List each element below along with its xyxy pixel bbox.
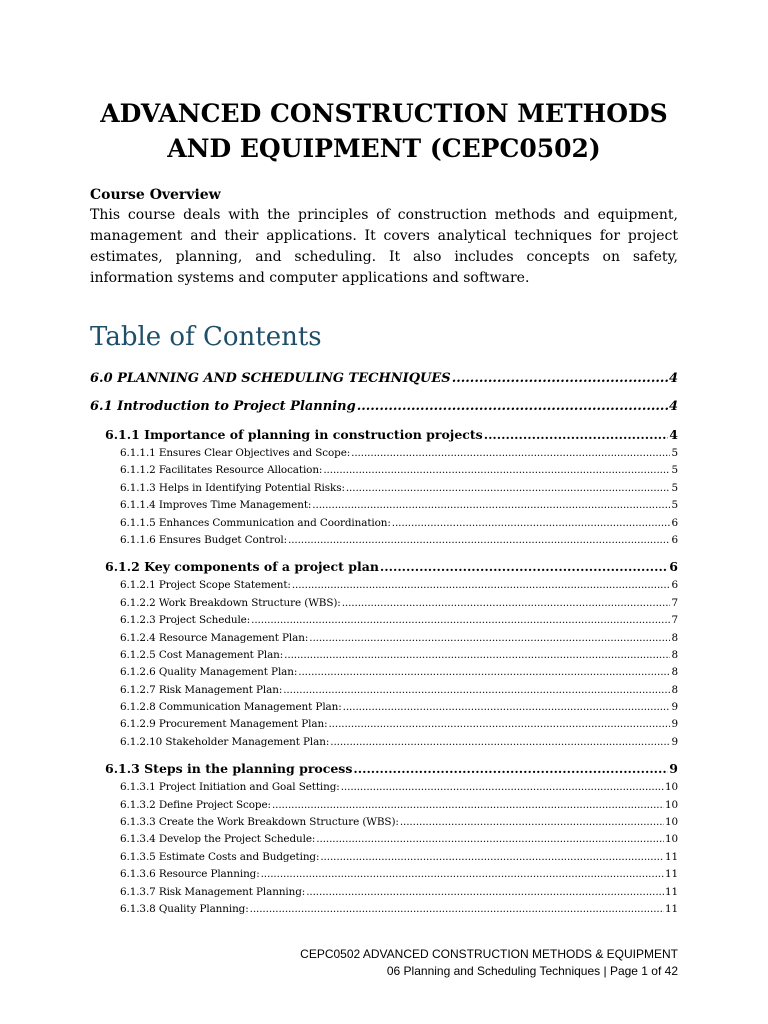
toc-entry-page: 11 [664, 868, 678, 881]
toc-dot-leader [261, 866, 664, 883]
toc-entry-page: 6 [669, 559, 678, 575]
toc-entry-label: 6.1.3.7 Risk Management Planning: [120, 885, 306, 898]
toc-entry[interactable] [90, 515, 678, 532]
toc-heading: Table of Contents [90, 322, 322, 352]
toc-entry-label: 6.1 Introduction to Project Planning [90, 399, 356, 414]
toc-entry[interactable] [90, 901, 678, 918]
toc-dot-leader [320, 849, 664, 866]
toc-entry-page: 9 [669, 761, 678, 777]
toc-entry-page: 10 [664, 781, 678, 794]
toc-dot-leader [342, 595, 671, 612]
footer-page-info: 06 Planning and Scheduling Techniques | Page 1 of 42 [386, 964, 678, 978]
toc-entry-label: 6.1.3.2 Define Project Scope: [120, 798, 271, 811]
toc-dot-leader [400, 814, 664, 831]
toc-entry-page: 7 [671, 596, 678, 609]
toc-entry-page: 10 [664, 816, 678, 829]
toc-entry[interactable] [90, 397, 678, 417]
toc-entry-page: 6 [671, 533, 678, 546]
toc-dot-leader [452, 369, 668, 389]
toc-entry-page: 5 [671, 481, 678, 494]
toc-entry-label: 6.1.2.3 Project Schedule: [120, 614, 251, 627]
toc-entry-page: 9 [671, 701, 678, 714]
toc-entry-label: 6.1.2.10 Stakeholder Management Plan: [120, 735, 330, 748]
toc-entry-page: 6 [671, 579, 678, 592]
toc-entry-label: 6.1.2.7 Risk Management Plan: [120, 683, 283, 696]
toc-dot-leader [343, 699, 671, 716]
toc-dot-leader [316, 831, 664, 848]
footer-course-title: CEPC0502 ADVANCED CONSTRUCTION METHODS & EQUIPMENT [300, 947, 678, 961]
toc-entry-page: 4 [668, 399, 678, 414]
toc-entry-page: 4 [668, 371, 678, 386]
toc-entry[interactable] [90, 699, 678, 716]
toc-entry-label: 6.1.2.9 Procurement Management Plan: [120, 718, 328, 731]
toc-dot-leader [357, 397, 668, 417]
toc-entry[interactable] [90, 630, 678, 647]
toc-entry-page: 9 [671, 718, 678, 731]
toc-entry[interactable] [90, 716, 678, 733]
toc-entry-label: 6.1.1.6 Ensures Budget Control: [120, 533, 287, 546]
toc-entry[interactable] [90, 532, 678, 549]
toc-entry[interactable] [90, 595, 678, 612]
toc-entry[interactable] [90, 884, 678, 901]
toc-dot-leader [298, 664, 670, 681]
toc-dot-leader [328, 716, 670, 733]
toc-dot-leader [484, 425, 669, 445]
toc-entry-page: 10 [664, 798, 678, 811]
toc-entry-label: 6.1.2.1 Project Scope Statement: [120, 579, 291, 592]
document-title: ADVANCED CONSTRUCTION METHODS AND EQUIPMENT (CEPC0502) [100, 99, 668, 163]
toc-entry[interactable] [90, 462, 678, 479]
toc-entry-label: 6.1.3.6 Resource Planning: [120, 868, 260, 881]
toc-dot-leader [353, 759, 668, 779]
toc-entry-label: 6.1.1.1 Ensures Clear Objectives and Scope: [120, 447, 351, 459]
toc-dot-leader [392, 515, 671, 532]
toc-entry[interactable] [90, 480, 678, 497]
toc-dot-leader [330, 734, 670, 751]
toc-entry-page: 9 [671, 735, 678, 748]
toc-entry[interactable] [90, 557, 678, 577]
toc-entry[interactable] [90, 759, 678, 779]
toc-dot-leader [306, 884, 664, 901]
toc-dot-leader [309, 630, 670, 647]
toc-entry-page: 5 [671, 464, 678, 477]
toc-entry-label: 6.0 PLANNING AND SCHEDULING TECHNIQUES [90, 371, 451, 386]
toc-entry[interactable] [90, 866, 678, 883]
toc-entry-label: 6.1.2.8 Communication Management Plan: [120, 701, 342, 714]
toc-entry-page: 8 [671, 683, 678, 696]
toc-dot-leader [351, 445, 670, 462]
toc-dot-leader [251, 612, 670, 629]
toc-entry[interactable] [90, 814, 678, 831]
toc-entry[interactable] [90, 779, 678, 796]
toc-entry-page: 8 [671, 631, 678, 644]
toc-entry[interactable] [90, 849, 678, 866]
toc-entry-label: 6.1.3.5 Estimate Costs and Budgeting: [120, 850, 320, 863]
toc-entry[interactable] [90, 497, 678, 514]
toc-entry[interactable] [90, 797, 678, 814]
toc-entry[interactable] [90, 445, 678, 462]
toc-entry[interactable] [90, 425, 678, 445]
toc-entry-page: 7 [671, 614, 678, 627]
toc-entry-page: 8 [671, 648, 678, 661]
page-footer [300, 946, 678, 980]
toc-dot-leader [272, 797, 664, 814]
course-overview-heading: Course Overview [90, 187, 221, 203]
toc-entry-label: 6.1.1.2 Facilitates Resource Allocation: [120, 464, 323, 477]
toc-entry-page: 8 [671, 666, 678, 679]
toc-entry-label: 6.1.3.4 Develop the Project Schedule: [120, 833, 316, 846]
toc-entry[interactable] [90, 577, 678, 594]
toc-entry[interactable] [90, 734, 678, 751]
toc-entry-label: 6.1.1.3 Helps in Identifying Potential Risks: [120, 481, 345, 494]
toc-dot-leader [341, 779, 664, 796]
toc-entry-page: 10 [664, 833, 678, 846]
toc-entry-label: 6.1.2.5 Cost Management Plan: [120, 648, 284, 661]
toc-entry[interactable] [90, 369, 678, 389]
toc-dot-leader [292, 577, 671, 594]
toc-entry-label: 6.1.3.3 Create the Work Breakdown Structure (WBS): [120, 816, 399, 829]
toc-entry-page: 11 [664, 850, 678, 863]
toc-entry-label: 6.1.1.5 Enhances Communication and Coordination: [120, 516, 391, 529]
toc-entry-label: 6.1.1.4 Improves Time Management: [120, 499, 312, 512]
toc-entry[interactable] [90, 831, 678, 848]
toc-dot-leader [250, 901, 664, 918]
toc-dot-leader [312, 497, 670, 514]
toc-dot-leader [283, 682, 670, 699]
toc-entry-page: 5 [671, 447, 678, 459]
toc-entry-page: 5 [671, 499, 678, 512]
toc-entry-page: 6 [671, 516, 678, 529]
course-overview-text: This course deals with the principles of construction methods and equipment, management and their applications. It covers analytical techniques for project estimates, planning, and scheduling. It also includes concepts on safety, information systems and computer applications and software. [90, 207, 678, 286]
toc-entry-label: 6.1.3.1 Project Initiation and Goal Setting: [120, 781, 340, 794]
toc-entry-label: 6.1.3 Steps in the planning process [105, 761, 353, 777]
toc-dot-leader [346, 480, 671, 497]
table-of-contents [90, 369, 678, 918]
toc-entry-label: 6.1.1 Importance of planning in construction projects [105, 427, 483, 442]
toc-entry-label: 6.1.2.6 Quality Management Plan: [120, 666, 298, 679]
toc-dot-leader [323, 462, 670, 479]
toc-entry[interactable] [90, 647, 678, 664]
toc-dot-leader [284, 647, 670, 664]
toc-entry-page: 11 [664, 902, 678, 915]
toc-entry[interactable] [90, 682, 678, 699]
toc-dot-leader [380, 557, 668, 577]
toc-entry-page: 4 [669, 427, 678, 442]
toc-dot-leader [288, 532, 670, 549]
toc-entry-label: 6.1.2 Key components of a project plan [105, 559, 379, 575]
toc-entry[interactable] [90, 612, 678, 629]
toc-entry-label: 6.1.3.8 Quality Planning: [120, 902, 249, 915]
toc-entry-page: 11 [664, 885, 678, 898]
toc-entry-label: 6.1.2.2 Work Breakdown Structure (WBS): [120, 596, 341, 609]
toc-entry-label: 6.1.2.4 Resource Management Plan: [120, 631, 309, 644]
toc-entry[interactable] [90, 664, 678, 681]
